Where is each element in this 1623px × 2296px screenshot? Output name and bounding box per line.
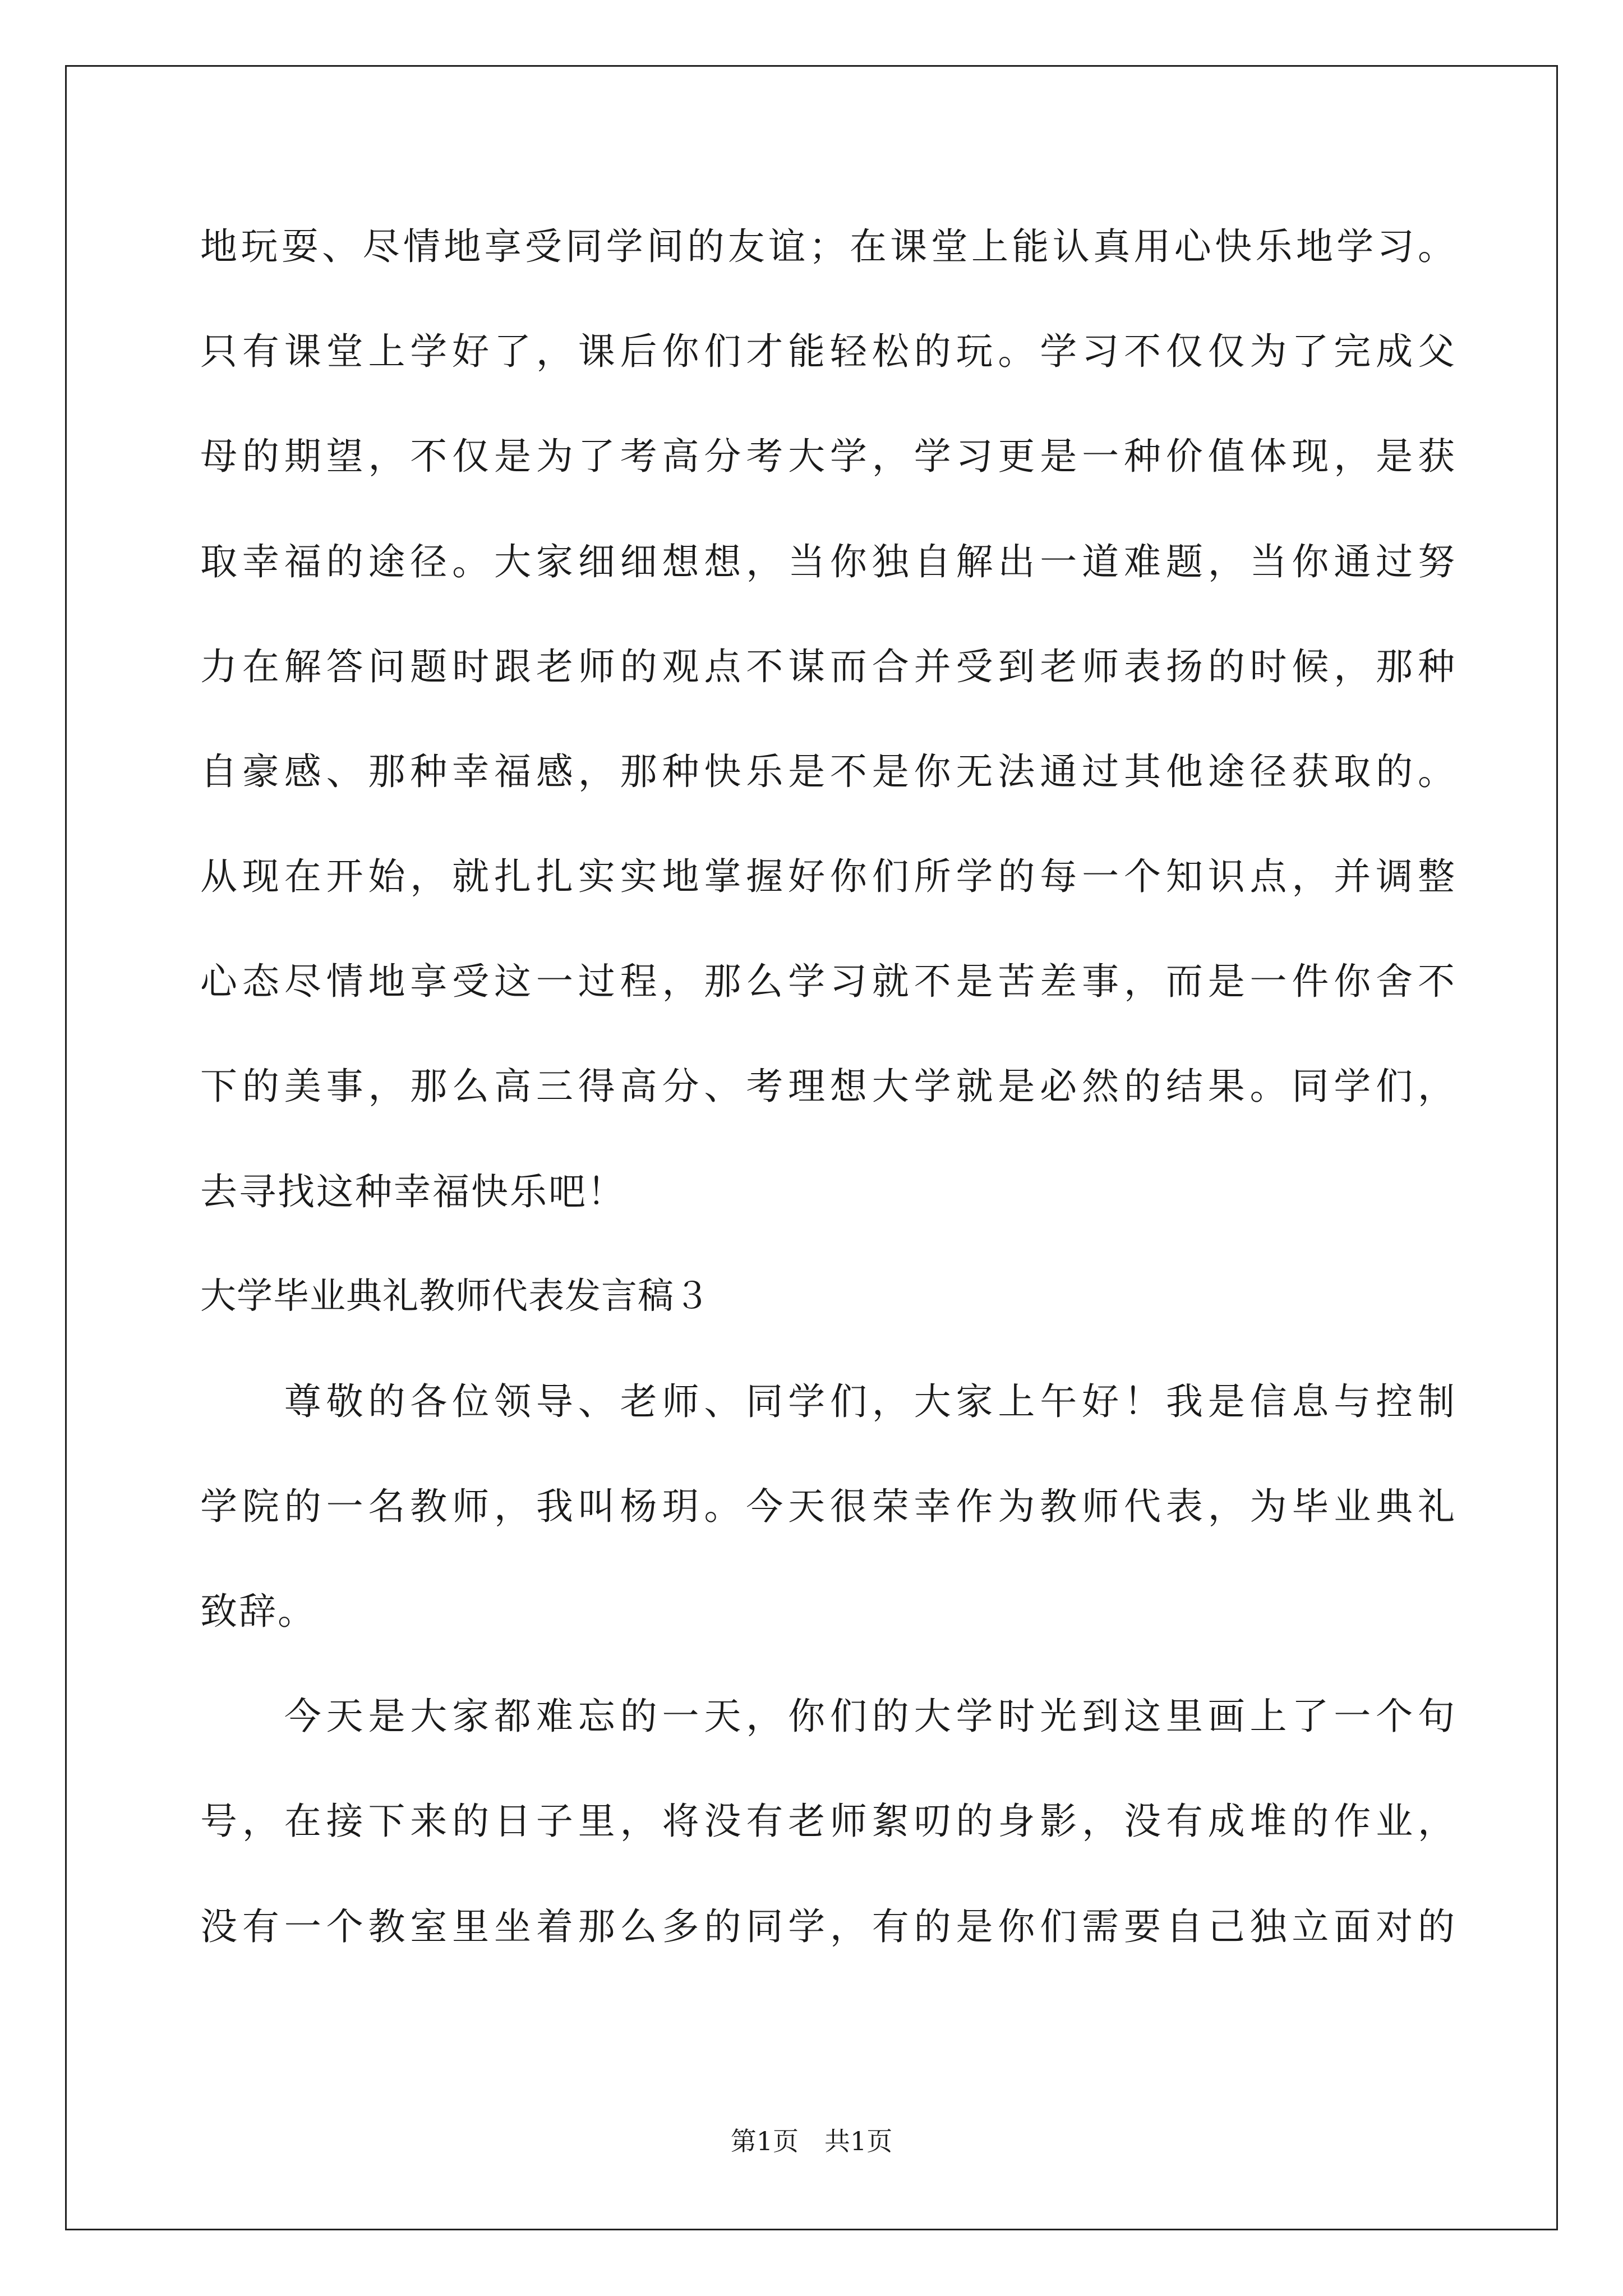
body-line-12: 尊敬的各位领导、老师、同学们，大家上午好！我是信息与控制 bbox=[200, 1380, 1456, 1423]
body-line-15: 今天是大家都难忘的一天，你们的大学时光到这里画上了一个句 bbox=[200, 1695, 1456, 1738]
body-line-17: 没有一个教室里坐着那么多的同学，有的是你们需要自己独立面对的 bbox=[200, 1905, 1456, 1948]
body-line-2: 只有课堂上学好了，课后你们才能轻松的玩。学习不仅仅为了完成父 bbox=[200, 330, 1456, 373]
body-line-1: 地玩耍、尽情地享受同学间的友谊；在课堂上能认真用心快乐地学习。 bbox=[200, 225, 1456, 268]
body-line-16: 号，在接下来的日子里，将没有老师絮叨的身影，没有成堆的作业， bbox=[200, 1800, 1456, 1843]
page-footer: 第1页 共1页 bbox=[730, 2126, 893, 2156]
section-heading: 大学毕业典礼教师代表发言稿３ bbox=[200, 1276, 711, 1317]
body-line-5: 力在解答问题时跟老师的观点不谋而合并受到老师表扬的时候，那种 bbox=[200, 645, 1456, 688]
body-line-3: 母的期望，不仅是为了考高分考大学，学习更是一种价值体现，是获 bbox=[200, 435, 1456, 478]
body-line-8: 心态尽情地享受这一过程，那么学习就不是苦差事，而是一件你舍不 bbox=[200, 960, 1456, 1003]
body-line-9: 下的美事，那么高三得高分、考理想大学就是必然的结果。同学们， bbox=[200, 1065, 1456, 1108]
body-line-7: 从现在开始，就扎扎实实地掌握好你们所学的每一个知识点，并调整 bbox=[200, 855, 1456, 898]
body-line-14: 致辞。 bbox=[200, 1590, 316, 1633]
body-line-6: 自豪感、那种幸福感，那种快乐是不是你无法通过其他途径获取的。 bbox=[200, 750, 1456, 793]
body-line-10: 去寻找这种幸福快乐吧！ bbox=[200, 1170, 626, 1213]
body-line-13: 学院的一名教师，我叫杨玥。今天很荣幸作为教师代表，为毕业典礼 bbox=[200, 1485, 1456, 1528]
body-line-4: 取幸福的途径。大家细细想想，当你独自解出一道难题，当你通过努 bbox=[200, 540, 1456, 583]
